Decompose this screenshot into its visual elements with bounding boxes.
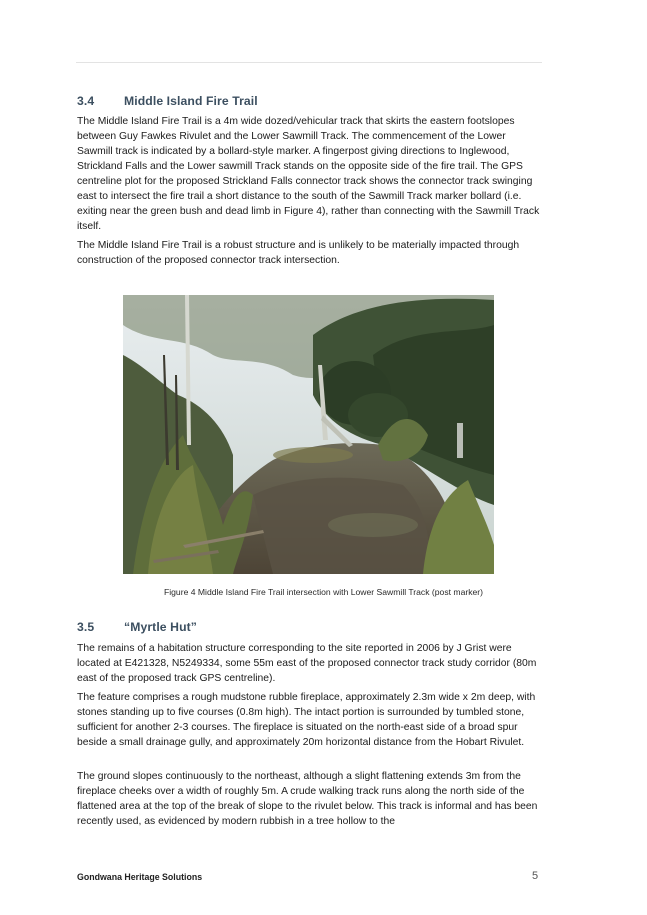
header-rule: [76, 62, 542, 63]
section-title: “Myrtle Hut”: [124, 620, 197, 634]
section-number: 3.4: [77, 94, 95, 108]
figure-4-photo: [123, 295, 494, 574]
section-3-4-paragraph-1: The Middle Island Fire Trail is a 4m wide dozed/vehicular track that skirts the eastern footslopes between Guy Fawkes Rivulet and the Lower Sawmill Track. The commencement of the Lower Sawmill track is indicated by a bollard-style marker. A fingerpost giving directions to Inglewood, Strickland Falls and the Lower sawmill Track stands on the opposite side of the fire trail. The GPS centreline plot for the proposed Strickland Falls connector track shows the connector track swinging east to intersect the fire trail a short distance to the south of the Sawmill Track marker bollard (i.e. exiting near the green bush and dead limb in Figure 4), rather than connecting with the Sawmill Track itself.: [77, 116, 540, 232]
section-number: 3.5: [77, 620, 95, 634]
page-number: 5: [532, 870, 539, 882]
footer-organization: Gondwana Heritage Solutions: [77, 872, 203, 882]
section-3-4-paragraph-2: The Middle Island Fire Trail is a robust structure and is unlikely to be materially impacted through construction of the proposed connector track intersection.: [77, 240, 520, 266]
figure-4-caption: Figure 4 Middle Island Fire Trail intersection with Lower Sawmill Track (post marker): [163, 587, 484, 597]
section-title: Middle Island Fire Trail: [124, 94, 258, 108]
section-3-5-paragraph-2: The feature comprises a rough mudstone rubble fireplace, approximately 2.3m wide x 2m deep, with stones standing up to five courses (0.8m high). The intact portion is surrounded by tumbled stone, sufficient for another 2-3 courses. The fireplace is situated on the north-east side of a broad spur beside a small drainage gully, and approximately 20m horizontal distance from the Hobart Rivulet.: [77, 692, 536, 748]
section-3-5-heading: [77, 620, 197, 634]
section-3-5-paragraph-1: The remains of a habitation structure corresponding to the site reported in 2006 by J Grist were located at E421328, N5249334, some 55m east of the proposed connector track study corridor (80m east of the proposed track GPS centreline).: [77, 643, 537, 684]
fire-trail-photo-illustration: [123, 295, 494, 574]
section-3-5-paragraph-3: The ground slopes continuously to the northeast, although a slight flattening extends 3m from the fireplace cheeks over a width of roughly 5m. A crude walking track runs along the north side of the flattened area at the top of the break of slope to the rivulet below. This track is informal and has been recently used, as evidenced by modern rubbish in a tree hollow to the: [77, 771, 538, 827]
section-3-4-heading: [77, 94, 258, 108]
